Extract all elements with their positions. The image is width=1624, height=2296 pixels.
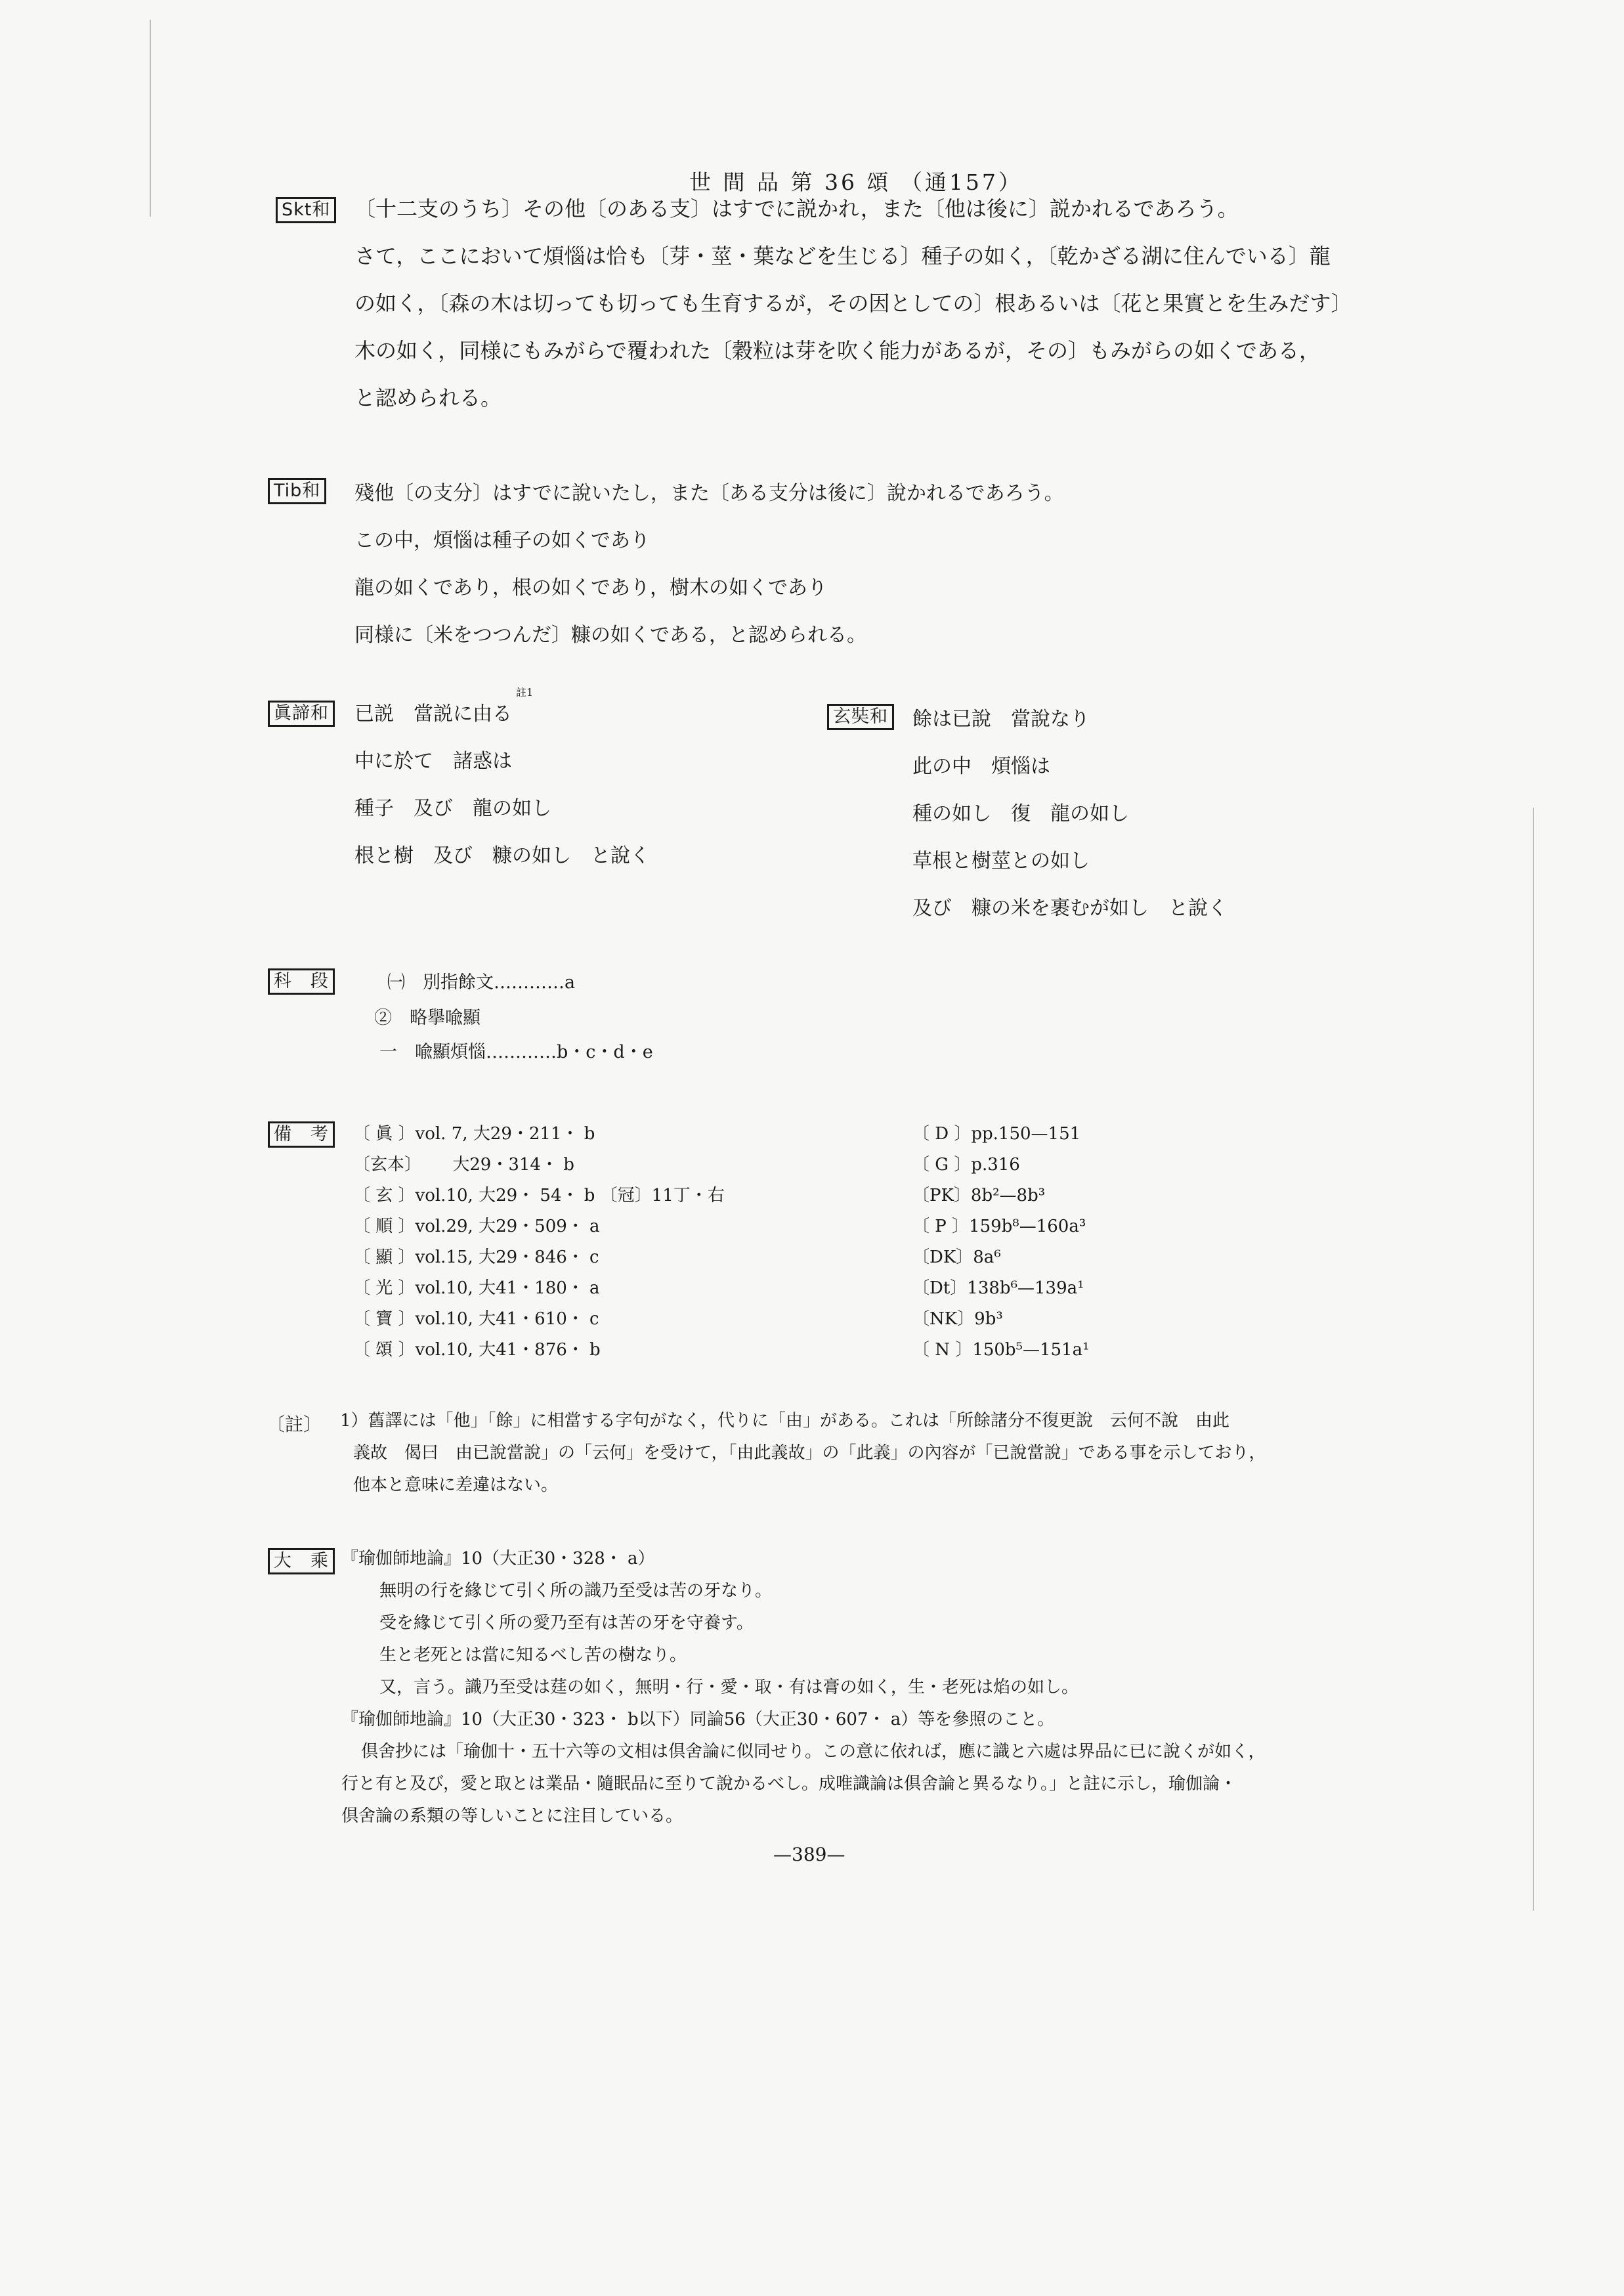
shindai-tag: 眞諦和	[268, 701, 335, 727]
ref-item: 〔 眞 〕vol. 7, 大29・211・ b	[353, 1124, 595, 1144]
biko-left-list	[353, 1119, 725, 1366]
shindai-line: 種子 及び 龍の如し	[354, 797, 551, 820]
ref-item: 〔 頌 〕vol.10, 大41・876・ b	[353, 1340, 601, 1360]
ref-item: 〔Dt〕138b⁶—139a¹	[912, 1278, 1084, 1298]
genjo-section	[827, 704, 894, 730]
tib-line: 龍の如くであり，根の如くであり，樹木の如くであり	[354, 576, 827, 599]
daijo-line: 無明の行を緣じて引く所の識乃至受は苦の牙なり。	[379, 1581, 773, 1601]
ref-item: 〔 光 〕vol.10, 大41・180・ a	[353, 1278, 600, 1298]
ref-item: 〔 玄 〕vol.10, 大29・ 54・ b 〔冠〕11丁・右	[353, 1186, 725, 1205]
ref-item: 〔NK〕9b³	[912, 1309, 1003, 1329]
daijo-tag: 大 乘	[268, 1548, 335, 1574]
genjo-verse	[912, 696, 1228, 932]
kadan-line-1: ㈠ 別指餘文…………a	[387, 972, 576, 993]
daijo-line: 受を緣じて引く所の愛乃至有は苦の牙を守養す。	[379, 1613, 754, 1633]
chu-tag: 〔註〕	[267, 1414, 322, 1435]
tib-line: この中，煩惱は種子の如くであり	[354, 529, 650, 552]
skt-tag: Skt和	[276, 197, 336, 223]
biko-section	[268, 1121, 335, 1148]
ref-item: 〔 N 〕150b⁵—151a¹	[912, 1340, 1090, 1360]
skt-line: の如く，〔森の木は切っても切っても生育するが，その因としての〕根あるいは〔花と果實とを生みだす〕	[354, 291, 1352, 316]
shindai-section	[268, 701, 335, 727]
ref-item: 〔PK〕8b²—8b³	[912, 1186, 1046, 1205]
genjo-line: 種の如し 復 龍の如し	[912, 802, 1129, 825]
biko-right-list	[912, 1119, 1090, 1366]
daijo-line: 行と有と及び，愛と取とは業品・隨眠品に至りて說かるべし。成唯識論は倶舍論と異るなり。」と註に示し，瑜伽論・	[341, 1774, 1237, 1794]
daijo-line: 倶舍抄には「瑜伽十・五十六等の文相は倶舍論に似同せり。この意に依れば，應に識と六處は界品に已に說くが如く，	[361, 1742, 1266, 1762]
daijo-line: 生と老死とは當に知るべし苦の樹なり。	[379, 1645, 687, 1665]
daijo-line: 『瑜伽師地論』10（大正30・328・ a）	[341, 1549, 655, 1569]
shindai-verse	[354, 691, 650, 880]
genjo-line: 及び 糠の米を裹むが如し と說く	[912, 897, 1228, 920]
scan-edge-right	[1533, 808, 1534, 1911]
skt-line: さて，ここにおいて煩惱は恰も〔芽・莖・葉などを生じる〕種子の如く，〔乾かざる湖に住んでいる〕龍	[354, 244, 1331, 269]
kadan-tag: 科 段	[268, 968, 335, 995]
chu-line: 他本と意味に差違はない。	[353, 1475, 559, 1495]
genjo-line: 草根と樹莖との如し	[912, 850, 1090, 873]
skt-text	[354, 185, 1352, 422]
daijo-text	[341, 1543, 1265, 1832]
page-number: —389—	[773, 1844, 845, 1865]
shindai-note-mark: 註1	[516, 686, 534, 699]
ref-item: 〔玄本〕 大29・314・ b	[353, 1155, 574, 1175]
kadan-line-3: 一 喩顯煩惱…………b・c・d・e	[379, 1042, 653, 1062]
daijo-section	[268, 1548, 335, 1574]
ref-item: 〔DK〕8a⁶	[912, 1247, 1001, 1267]
daijo-line: 又，言う。識乃至受は莛の如く，無明・行・愛・取・有は膏の如く，生・老死は焰の如し。	[379, 1678, 1079, 1697]
tib-tag: Tib和	[268, 478, 326, 504]
ref-item: 〔 顯 〕vol.15, 大29・846・ c	[353, 1247, 599, 1267]
skt-line: と認められる。	[354, 385, 502, 410]
scan-edge-left	[150, 20, 151, 217]
page-title: 世 間 品 第 36 頌 （通157）	[689, 169, 1023, 195]
ref-item: 〔 順 〕vol.29, 大29・509・ a	[353, 1217, 600, 1236]
genjo-tag: 玄奘和	[827, 704, 894, 730]
shindai-line: 中に於て 諸惑は	[354, 750, 512, 773]
ref-item: 〔 D 〕pp.150—151	[912, 1124, 1081, 1144]
tib-text	[354, 470, 1064, 659]
tib-section	[268, 478, 326, 504]
skt-line: 木の如く，同様にもみがらで覆われた〔穀粒は芽を吹く能力があるが，その〕もみがらの如くである，	[354, 338, 1321, 363]
daijo-line: 倶舍論の系類の等しいことに注目している。	[341, 1806, 683, 1826]
chu-text	[340, 1405, 1266, 1502]
kadan-section	[268, 968, 335, 995]
kadan-line-2: ② 略擧喩顯	[374, 1008, 481, 1028]
biko-tag: 備 考	[268, 1121, 335, 1148]
ref-item: 〔 寶 〕vol.10, 大41・610・ c	[353, 1309, 599, 1329]
chu-line: 1）舊譯には「他」「餘」に相當する字句がなく，代りに「由」がある。これは「所餘諸分不復更說 云何不說 由此	[340, 1411, 1230, 1431]
daijo-line: 『瑜伽師地論』10（大正30・323・ b以下）同論56（大正30・607・ a）等を參照のこと。	[341, 1710, 1055, 1729]
chu-line: 義故 偈曰 由已說當說」の「云何」を受けて，「由此義故」の「此義」の內容が「已說當說」である事を示しており，	[353, 1443, 1266, 1463]
genjo-line: 餘は已說 當說なり	[912, 708, 1090, 731]
genjo-line: 此の中 煩惱は	[912, 755, 1050, 778]
shindai-line: 已説 當説に由る	[354, 703, 512, 726]
skt-line: 〔十二支のうち〕その他〔のある支〕はすでに説かれ，また〔他は後に〕説かれるであろう。	[354, 196, 1239, 221]
shindai-line: 根と樹 及び 糠の如し と說く	[354, 844, 650, 867]
ref-item: 〔 G 〕p.316	[912, 1155, 1020, 1175]
tib-line: 同様に〔米をつつんだ〕糠の如くである，と認められる。	[354, 624, 866, 647]
ref-item: 〔 P 〕159b⁸—160a³	[912, 1217, 1086, 1236]
tib-line: 殘他〔の支分〕はすでに說いたし，また〔ある支分は後に〕說かれるであろう。	[354, 482, 1064, 505]
